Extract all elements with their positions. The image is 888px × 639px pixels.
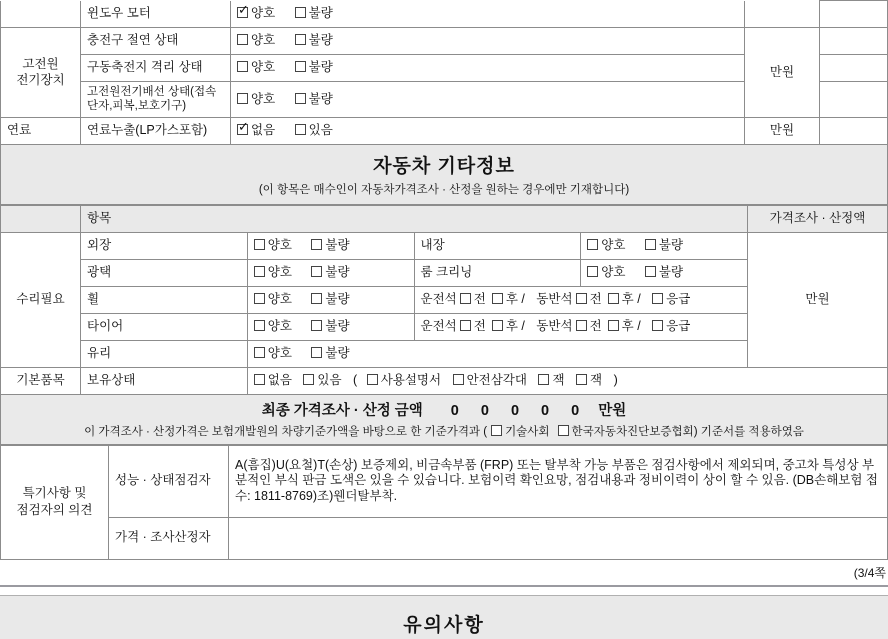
position-spare[interactable] (652, 319, 690, 335)
final-price-line (1, 399, 887, 420)
option-label: 불량 (308, 5, 333, 20)
remarks-row2-label: 가격 · 조사산정자 (109, 517, 229, 559)
checkbox-icon[interactable] (254, 239, 265, 250)
option-bullyang[interactable] (311, 346, 349, 362)
option-yanghо[interactable] (237, 6, 275, 22)
checkbox-icon[interactable] (587, 239, 598, 250)
table-row (1, 28, 888, 55)
option-label: 양호 (601, 264, 626, 279)
checkbox-icon[interactable] (237, 7, 248, 18)
option-label: 불량 (308, 91, 333, 106)
spacer-cell (820, 117, 888, 144)
checkbox-icon[interactable] (311, 320, 322, 331)
option-label: 사용설명서 (380, 372, 442, 387)
position-option-label: 후 / (505, 291, 525, 306)
group-label-cut (1, 1, 81, 28)
checkbox-icon[interactable] (295, 124, 306, 135)
option-cell (231, 55, 745, 82)
checkbox-icon[interactable] (460, 320, 471, 331)
header-price: 가격조사 · 산정액 (748, 205, 888, 232)
option-label: 양호 (251, 60, 276, 75)
option-label: 잭 (552, 372, 565, 387)
won-cell: 만원 (745, 117, 820, 144)
option-isseum[interactable] (303, 373, 341, 389)
position-label: 운전석 (420, 318, 457, 333)
wheel-position-cell (414, 286, 748, 313)
option-label: 없음 (267, 372, 292, 387)
position-spare[interactable] (652, 292, 690, 308)
option-label: 양호 (251, 5, 276, 20)
position-driver (421, 319, 525, 335)
option-yangho[interactable] (254, 238, 292, 254)
checkbox-icon[interactable] (576, 320, 587, 331)
option-yangho[interactable] (237, 92, 275, 108)
checkbox-icon[interactable] (237, 34, 248, 45)
remarks-row1-label: 성능 · 상태점검자 (109, 445, 229, 517)
option-label: 불량 (325, 291, 350, 306)
position-option-label: 후 / (621, 291, 641, 306)
option-label: 양호 (267, 264, 292, 279)
table-row (1, 367, 888, 394)
checkbox-icon[interactable] (237, 93, 248, 104)
final-price-block (0, 395, 888, 445)
note-option-1: 기술사회 (505, 425, 550, 438)
checkbox-icon[interactable] (453, 374, 464, 385)
option-cell (231, 1, 745, 28)
option-label: 양호 (267, 291, 292, 306)
checkbox-icon[interactable] (608, 320, 619, 331)
option-label: 불량 (658, 237, 684, 252)
checkbox-icon[interactable] (645, 266, 656, 277)
option-cell (231, 117, 745, 144)
option-label: 양호 (251, 91, 276, 106)
option-bullyang[interactable] (295, 33, 333, 49)
table-row (1, 232, 888, 259)
header-item: 항목 (81, 205, 748, 232)
table-header-row (1, 205, 888, 232)
checkbox-icon[interactable] (558, 425, 569, 436)
checkbox-icon[interactable] (254, 374, 265, 385)
checkbox-icon[interactable] (254, 320, 265, 331)
option-label: 불량 (325, 264, 350, 279)
spacer-cell (820, 1, 888, 28)
option-label: 불량 (325, 237, 350, 252)
checkbox-icon[interactable] (237, 124, 248, 135)
option-label: 있음 (317, 372, 342, 387)
option-label: 있음 (308, 122, 333, 137)
row-name: 타이어 (81, 313, 248, 340)
option-bullyang[interactable] (295, 92, 333, 108)
option-label: 양호 (601, 237, 626, 252)
row-name: 보유상태 (81, 367, 248, 394)
remarks-row2-text[interactable] (229, 517, 888, 559)
etc-info-table (0, 205, 888, 395)
page-number: (3/4쪽 (853, 565, 886, 580)
final-price-digits[interactable]: 0 0 0 0 0 (450, 402, 589, 419)
option-label: 양호 (267, 345, 292, 360)
row-name: 휠 (81, 286, 248, 313)
row-name-right: 룸 크리닝 (414, 259, 581, 286)
option-label: 잭 (590, 372, 603, 387)
position-option-label: 전 (589, 318, 602, 333)
option-bullyang[interactable] (645, 265, 683, 281)
position-option-label: 후 / (621, 318, 641, 333)
checkbox-icon[interactable] (367, 374, 378, 385)
position-option-label: 전 (473, 291, 486, 306)
won-cell: 만원 (745, 28, 820, 118)
paren-open: ( (353, 372, 358, 387)
option-cell (247, 259, 414, 286)
spacer-cell (820, 55, 888, 82)
checkbox-icon[interactable] (491, 425, 502, 436)
option-cell (231, 82, 745, 118)
position-passenger (536, 292, 640, 308)
price-won-cell: 만원 (748, 232, 888, 367)
option-label: 양호 (251, 33, 276, 48)
checkbox-icon[interactable] (492, 293, 503, 304)
option-cell-right (581, 259, 748, 286)
group-label-high-voltage: 고전원 전기장치 (1, 28, 81, 118)
option-bullyang[interactable] (311, 265, 349, 281)
won-cell (745, 1, 820, 28)
position-label: 운전석 (420, 291, 457, 306)
final-price-title: 최종 가격조사 · 산정 금액 (261, 402, 423, 419)
table-row (1, 117, 888, 144)
option-yangho[interactable] (587, 238, 625, 254)
inspection-top-table (0, 0, 888, 145)
option-cell (247, 232, 414, 259)
option-bullyang[interactable] (295, 6, 333, 22)
remarks-row1-text[interactable]: A(흠집)U(요철)T(손상) 보증제외, 비금속부품 (FRP) 또는 탈부착 가능 부품은 점검사항에서 제외되며, 중고차 특성상 부분적인 부식 판금 도색은 있을 수 있습니다. 보험이력 확인요망, 점검내용과 정비이력이 상이 할 수 있음. (DB손해보험 접수: 1811-8769)조)웬더탈부착. (229, 445, 888, 517)
checkbox-icon[interactable] (608, 293, 619, 304)
option-manual[interactable] (367, 373, 441, 389)
spacer-cell (820, 28, 888, 55)
etc-section-title: 자동차 기타정보 (373, 155, 515, 177)
option-bullyang[interactable] (311, 292, 349, 308)
option-bullyang[interactable] (645, 238, 683, 254)
position-option-label: 후 / (505, 318, 525, 333)
option-yangho[interactable] (254, 292, 292, 308)
basic-items-label: 기본품목 (1, 367, 81, 394)
checkbox-icon[interactable] (311, 347, 322, 358)
checkbox-icon[interactable] (576, 293, 587, 304)
checkbox-icon[interactable] (311, 239, 322, 250)
checkbox-icon[interactable] (652, 320, 663, 331)
note-option-2: 한국자동차진단보증협회 (571, 425, 694, 438)
option-label: 불량 (325, 345, 350, 360)
option-isseum[interactable] (295, 123, 333, 139)
option-cell (247, 286, 414, 313)
item-label: 연료누출(LP가스포함) (81, 117, 231, 144)
item-label: 구동축전지 격리 상태 (81, 55, 231, 82)
checkbox-icon[interactable] (237, 61, 248, 72)
option-label: 불량 (308, 60, 333, 75)
option-cell (247, 340, 747, 367)
option-yangho[interactable] (254, 319, 292, 335)
option-yangho[interactable] (587, 265, 625, 281)
option-triangle[interactable] (453, 373, 527, 389)
checkbox-icon[interactable] (652, 293, 663, 304)
position-option-label: 전 (589, 291, 602, 306)
option-eopseum[interactable] (237, 123, 275, 139)
position-option-label: 전 (473, 318, 486, 333)
row-name: 외장 (81, 232, 248, 259)
checkbox-icon[interactable] (576, 374, 587, 385)
option-yangho[interactable] (254, 346, 292, 362)
checkbox-icon[interactable] (295, 7, 306, 18)
checkbox-icon[interactable] (311, 266, 322, 277)
remarks-table (0, 445, 888, 560)
option-eopseum[interactable] (254, 373, 292, 389)
checkbox-icon[interactable] (303, 374, 314, 385)
option-bullyang[interactable] (311, 238, 349, 254)
option-label: 양호 (267, 237, 292, 252)
position-label: 동반석 (536, 318, 573, 333)
divider (0, 585, 888, 587)
checkbox-icon[interactable] (295, 61, 306, 72)
checkbox-icon[interactable] (295, 93, 306, 104)
position-label: 동반석 (536, 291, 573, 306)
option-bullyang[interactable] (311, 319, 349, 335)
option-label: 불량 (308, 33, 333, 48)
option-yangho[interactable] (254, 265, 292, 281)
item-label: 윈도우 모터 (81, 1, 231, 28)
basic-items-options (247, 367, 887, 394)
checkbox-icon[interactable] (460, 293, 471, 304)
option-jack-1[interactable] (538, 373, 564, 389)
final-price-note (1, 423, 887, 439)
option-bullyang[interactable] (295, 60, 333, 76)
tire-position-cell (414, 313, 748, 340)
table-row (1, 445, 888, 517)
checkbox-icon[interactable] (492, 320, 503, 331)
position-option-label: 응급 (666, 291, 691, 306)
option-label: 불량 (658, 264, 684, 279)
checkbox-icon[interactable] (645, 239, 656, 250)
option-cell (247, 313, 414, 340)
note-suffix: ) 기준서를 적용하였음 (693, 425, 804, 438)
header-blank (1, 205, 81, 232)
option-cell (231, 28, 745, 55)
checkbox-icon[interactable] (538, 374, 549, 385)
etc-section-header (0, 145, 888, 205)
paren-close: ) (613, 372, 618, 387)
row-name-right: 내장 (414, 232, 581, 259)
position-option-label: 응급 (666, 318, 691, 333)
row-name: 유리 (81, 340, 248, 367)
option-yangho[interactable] (237, 33, 275, 49)
spacer-cell (820, 82, 888, 118)
note-prefix: 이 가격조사 · 산정가격은 보험개발원의 차량기준가액을 바탕으로 한 기준가격과 ( (84, 425, 488, 438)
checkbox-icon[interactable] (254, 347, 265, 358)
group-label-fuel: 연료 (1, 117, 81, 144)
checkbox-icon[interactable] (254, 266, 265, 277)
repair-needed-label: 수리필요 (1, 232, 81, 367)
option-yangho[interactable] (237, 60, 275, 76)
row-name: 광택 (81, 259, 248, 286)
remarks-label: 특기사항 및 점검자의 의견 (1, 445, 109, 559)
notice-section-title: 유의사항 (0, 595, 888, 639)
option-label: 없음 (251, 122, 276, 137)
checkbox-icon[interactable] (587, 266, 598, 277)
option-jack-2[interactable] (576, 373, 602, 389)
etc-section-subtitle: (이 항목은 매수인이 자동차가격조사 · 산정을 원하는 경우에만 기재합니다) (258, 183, 630, 196)
position-driver (421, 292, 525, 308)
checkbox-icon[interactable] (311, 293, 322, 304)
table-row (1, 1, 888, 28)
position-passenger (536, 319, 640, 335)
option-label: 양호 (267, 318, 292, 333)
option-cell-right (581, 232, 748, 259)
item-label: 고전원전기배선 상태(접속단자,피복,보호기구) (81, 82, 231, 118)
checkbox-icon[interactable] (295, 34, 306, 45)
checkbox-icon[interactable] (254, 293, 265, 304)
item-label: 충전구 절연 상태 (81, 28, 231, 55)
final-price-unit: 만원 (598, 402, 627, 419)
table-row (1, 517, 888, 559)
option-label: 불량 (325, 318, 350, 333)
option-label: 안전삼각대 (466, 372, 527, 387)
